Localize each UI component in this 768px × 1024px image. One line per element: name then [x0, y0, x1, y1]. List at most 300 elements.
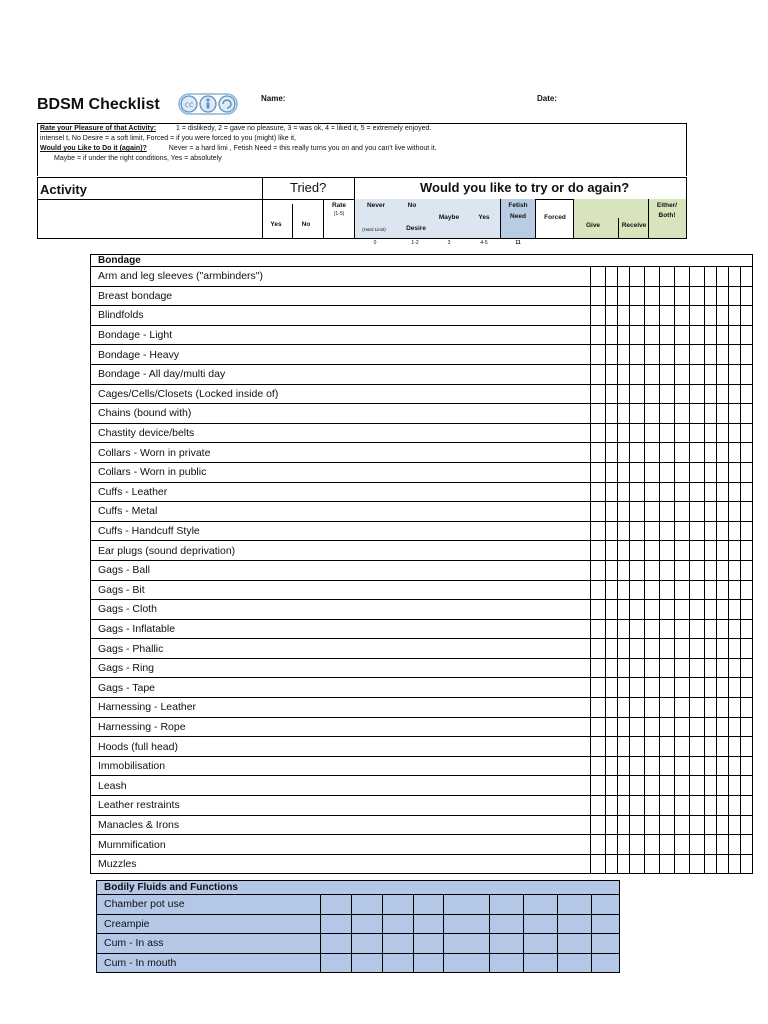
checkbox-cell[interactable]	[690, 796, 705, 816]
checkbox-cell[interactable]	[618, 325, 630, 345]
checkbox-cell[interactable]	[741, 560, 753, 580]
checkbox-cell[interactable]	[675, 815, 690, 835]
checkbox-cell[interactable]	[705, 541, 717, 561]
checkbox-cell[interactable]	[660, 639, 675, 659]
checkbox-cell[interactable]	[558, 953, 592, 973]
checkbox-cell[interactable]	[729, 423, 741, 443]
checkbox-cell[interactable]	[741, 541, 753, 561]
checkbox-cell[interactable]	[690, 384, 705, 404]
checkbox-cell[interactable]	[606, 364, 618, 384]
checkbox-cell[interactable]	[675, 854, 690, 874]
checkbox-cell[interactable]	[645, 541, 660, 561]
checkbox-cell[interactable]	[690, 737, 705, 757]
checkbox-cell[interactable]	[729, 462, 741, 482]
checkbox-cell[interactable]	[606, 600, 618, 620]
checkbox-cell[interactable]	[591, 600, 606, 620]
checkbox-cell[interactable]	[741, 306, 753, 326]
checkbox-cell[interactable]	[591, 854, 606, 874]
checkbox-cell[interactable]	[690, 423, 705, 443]
checkbox-cell[interactable]	[591, 443, 606, 463]
checkbox-cell[interactable]	[591, 698, 606, 718]
checkbox-cell[interactable]	[645, 325, 660, 345]
checkbox-cell[interactable]	[618, 600, 630, 620]
checkbox-cell[interactable]	[645, 384, 660, 404]
checkbox-cell[interactable]	[660, 658, 675, 678]
checkbox-cell[interactable]	[321, 914, 352, 934]
checkbox-cell[interactable]	[660, 286, 675, 306]
checkbox-cell[interactable]	[675, 267, 690, 287]
checkbox-cell[interactable]	[660, 462, 675, 482]
checkbox-cell[interactable]	[321, 934, 352, 954]
checkbox-cell[interactable]	[675, 521, 690, 541]
checkbox-cell[interactable]	[690, 502, 705, 522]
checkbox-cell[interactable]	[444, 895, 490, 915]
checkbox-cell[interactable]	[606, 325, 618, 345]
checkbox-cell[interactable]	[618, 756, 630, 776]
checkbox-cell[interactable]	[705, 580, 717, 600]
checkbox-cell[interactable]	[717, 443, 729, 463]
checkbox-cell[interactable]	[618, 776, 630, 796]
checkbox-cell[interactable]	[705, 423, 717, 443]
checkbox-cell[interactable]	[690, 678, 705, 698]
checkbox-cell[interactable]	[717, 384, 729, 404]
checkbox-cell[interactable]	[717, 541, 729, 561]
checkbox-cell[interactable]	[645, 423, 660, 443]
checkbox-cell[interactable]	[606, 698, 618, 718]
checkbox-cell[interactable]	[705, 639, 717, 659]
checkbox-cell[interactable]	[618, 619, 630, 639]
checkbox-cell[interactable]	[618, 541, 630, 561]
checkbox-cell[interactable]	[618, 306, 630, 326]
checkbox-cell[interactable]	[591, 835, 606, 855]
checkbox-cell[interactable]	[383, 953, 414, 973]
checkbox-cell[interactable]	[660, 815, 675, 835]
checkbox-cell[interactable]	[630, 443, 645, 463]
checkbox-cell[interactable]	[660, 521, 675, 541]
checkbox-cell[interactable]	[675, 286, 690, 306]
checkbox-cell[interactable]	[591, 658, 606, 678]
checkbox-cell[interactable]	[618, 854, 630, 874]
checkbox-cell[interactable]	[591, 384, 606, 404]
checkbox-cell[interactable]	[729, 717, 741, 737]
checkbox-cell[interactable]	[618, 639, 630, 659]
checkbox-cell[interactable]	[729, 658, 741, 678]
checkbox-cell[interactable]	[383, 914, 414, 934]
checkbox-cell[interactable]	[645, 404, 660, 424]
checkbox-cell[interactable]	[591, 364, 606, 384]
checkbox-cell[interactable]	[675, 502, 690, 522]
checkbox-cell[interactable]	[717, 286, 729, 306]
checkbox-cell[interactable]	[717, 658, 729, 678]
checkbox-cell[interactable]	[444, 914, 490, 934]
checkbox-cell[interactable]	[717, 325, 729, 345]
checkbox-cell[interactable]	[618, 345, 630, 365]
checkbox-cell[interactable]	[675, 325, 690, 345]
checkbox-cell[interactable]	[630, 776, 645, 796]
checkbox-cell[interactable]	[606, 678, 618, 698]
checkbox-cell[interactable]	[630, 364, 645, 384]
checkbox-cell[interactable]	[717, 482, 729, 502]
checkbox-cell[interactable]	[705, 678, 717, 698]
checkbox-cell[interactable]	[606, 658, 618, 678]
checkbox-cell[interactable]	[591, 717, 606, 737]
checkbox-cell[interactable]	[690, 521, 705, 541]
checkbox-cell[interactable]	[717, 756, 729, 776]
checkbox-cell[interactable]	[741, 364, 753, 384]
checkbox-cell[interactable]	[690, 776, 705, 796]
checkbox-cell[interactable]	[741, 639, 753, 659]
checkbox-cell[interactable]	[660, 306, 675, 326]
checkbox-cell[interactable]	[690, 698, 705, 718]
checkbox-cell[interactable]	[660, 325, 675, 345]
checkbox-cell[interactable]	[618, 717, 630, 737]
checkbox-cell[interactable]	[705, 698, 717, 718]
checkbox-cell[interactable]	[690, 756, 705, 776]
checkbox-cell[interactable]	[524, 914, 558, 934]
checkbox-cell[interactable]	[618, 462, 630, 482]
checkbox-cell[interactable]	[645, 345, 660, 365]
checkbox-cell[interactable]	[630, 639, 645, 659]
checkbox-cell[interactable]	[705, 286, 717, 306]
checkbox-cell[interactable]	[618, 835, 630, 855]
checkbox-cell[interactable]	[606, 756, 618, 776]
checkbox-cell[interactable]	[591, 502, 606, 522]
checkbox-cell[interactable]	[606, 815, 618, 835]
checkbox-cell[interactable]	[645, 815, 660, 835]
checkbox-cell[interactable]	[630, 384, 645, 404]
checkbox-cell[interactable]	[645, 502, 660, 522]
checkbox-cell[interactable]	[741, 815, 753, 835]
checkbox-cell[interactable]	[717, 306, 729, 326]
checkbox-cell[interactable]	[717, 815, 729, 835]
checkbox-cell[interactable]	[741, 384, 753, 404]
checkbox-cell[interactable]	[591, 345, 606, 365]
checkbox-cell[interactable]	[675, 462, 690, 482]
checkbox-cell[interactable]	[558, 934, 592, 954]
checkbox-cell[interactable]	[675, 404, 690, 424]
checkbox-cell[interactable]	[645, 619, 660, 639]
checkbox-cell[interactable]	[729, 560, 741, 580]
checkbox-cell[interactable]	[645, 482, 660, 502]
checkbox-cell[interactable]	[729, 737, 741, 757]
checkbox-cell[interactable]	[645, 521, 660, 541]
checkbox-cell[interactable]	[352, 895, 383, 915]
checkbox-cell[interactable]	[558, 895, 592, 915]
checkbox-cell[interactable]	[606, 796, 618, 816]
checkbox-cell[interactable]	[660, 776, 675, 796]
checkbox-cell[interactable]	[606, 835, 618, 855]
checkbox-cell[interactable]	[618, 502, 630, 522]
checkbox-cell[interactable]	[717, 835, 729, 855]
checkbox-cell[interactable]	[705, 737, 717, 757]
checkbox-cell[interactable]	[591, 580, 606, 600]
checkbox-cell[interactable]	[690, 580, 705, 600]
checkbox-cell[interactable]	[705, 345, 717, 365]
checkbox-cell[interactable]	[741, 698, 753, 718]
checkbox-cell[interactable]	[645, 737, 660, 757]
checkbox-cell[interactable]	[729, 639, 741, 659]
checkbox-cell[interactable]	[490, 914, 524, 934]
checkbox-cell[interactable]	[524, 934, 558, 954]
checkbox-cell[interactable]	[660, 698, 675, 718]
checkbox-cell[interactable]	[660, 541, 675, 561]
checkbox-cell[interactable]	[591, 482, 606, 502]
checkbox-cell[interactable]	[645, 698, 660, 718]
checkbox-cell[interactable]	[729, 698, 741, 718]
checkbox-cell[interactable]	[660, 737, 675, 757]
checkbox-cell[interactable]	[591, 776, 606, 796]
checkbox-cell[interactable]	[690, 306, 705, 326]
checkbox-cell[interactable]	[414, 953, 444, 973]
checkbox-cell[interactable]	[729, 796, 741, 816]
checkbox-cell[interactable]	[321, 895, 352, 915]
checkbox-cell[interactable]	[741, 776, 753, 796]
checkbox-cell[interactable]	[675, 756, 690, 776]
checkbox-cell[interactable]	[645, 600, 660, 620]
checkbox-cell[interactable]	[717, 404, 729, 424]
checkbox-cell[interactable]	[690, 854, 705, 874]
checkbox-cell[interactable]	[705, 521, 717, 541]
checkbox-cell[interactable]	[591, 737, 606, 757]
checkbox-cell[interactable]	[630, 521, 645, 541]
checkbox-cell[interactable]	[618, 560, 630, 580]
checkbox-cell[interactable]	[717, 462, 729, 482]
checkbox-cell[interactable]	[729, 502, 741, 522]
checkbox-cell[interactable]	[717, 854, 729, 874]
checkbox-cell[interactable]	[606, 619, 618, 639]
checkbox-cell[interactable]	[705, 815, 717, 835]
checkbox-cell[interactable]	[675, 619, 690, 639]
checkbox-cell[interactable]	[606, 482, 618, 502]
checkbox-cell[interactable]	[690, 462, 705, 482]
checkbox-cell[interactable]	[717, 521, 729, 541]
checkbox-cell[interactable]	[717, 796, 729, 816]
checkbox-cell[interactable]	[660, 600, 675, 620]
checkbox-cell[interactable]	[705, 756, 717, 776]
checkbox-cell[interactable]	[675, 482, 690, 502]
checkbox-cell[interactable]	[690, 835, 705, 855]
checkbox-cell[interactable]	[645, 306, 660, 326]
checkbox-cell[interactable]	[705, 462, 717, 482]
checkbox-cell[interactable]	[660, 482, 675, 502]
checkbox-cell[interactable]	[645, 796, 660, 816]
checkbox-cell[interactable]	[618, 698, 630, 718]
checkbox-cell[interactable]	[729, 345, 741, 365]
checkbox-cell[interactable]	[717, 423, 729, 443]
checkbox-cell[interactable]	[675, 717, 690, 737]
checkbox-cell[interactable]	[717, 678, 729, 698]
checkbox-cell[interactable]	[660, 404, 675, 424]
checkbox-cell[interactable]	[741, 482, 753, 502]
checkbox-cell[interactable]	[675, 364, 690, 384]
checkbox-cell[interactable]	[630, 815, 645, 835]
checkbox-cell[interactable]	[630, 306, 645, 326]
checkbox-cell[interactable]	[660, 345, 675, 365]
checkbox-cell[interactable]	[606, 580, 618, 600]
checkbox-cell[interactable]	[675, 423, 690, 443]
checkbox-cell[interactable]	[729, 619, 741, 639]
checkbox-cell[interactable]	[705, 560, 717, 580]
checkbox-cell[interactable]	[414, 914, 444, 934]
checkbox-cell[interactable]	[630, 325, 645, 345]
checkbox-cell[interactable]	[645, 560, 660, 580]
checkbox-cell[interactable]	[660, 364, 675, 384]
checkbox-cell[interactable]	[741, 286, 753, 306]
checkbox-cell[interactable]	[606, 423, 618, 443]
checkbox-cell[interactable]	[705, 482, 717, 502]
checkbox-cell[interactable]	[618, 404, 630, 424]
checkbox-cell[interactable]	[741, 267, 753, 287]
checkbox-cell[interactable]	[630, 404, 645, 424]
checkbox-cell[interactable]	[490, 895, 524, 915]
checkbox-cell[interactable]	[591, 619, 606, 639]
checkbox-cell[interactable]	[618, 737, 630, 757]
checkbox-cell[interactable]	[729, 541, 741, 561]
checkbox-cell[interactable]	[591, 678, 606, 698]
checkbox-cell[interactable]	[630, 835, 645, 855]
checkbox-cell[interactable]	[630, 619, 645, 639]
checkbox-cell[interactable]	[705, 443, 717, 463]
checkbox-cell[interactable]	[630, 286, 645, 306]
checkbox-cell[interactable]	[690, 267, 705, 287]
checkbox-cell[interactable]	[618, 443, 630, 463]
checkbox-cell[interactable]	[705, 796, 717, 816]
checkbox-cell[interactable]	[645, 658, 660, 678]
checkbox-cell[interactable]	[675, 835, 690, 855]
checkbox-cell[interactable]	[729, 267, 741, 287]
checkbox-cell[interactable]	[729, 580, 741, 600]
checkbox-cell[interactable]	[606, 717, 618, 737]
checkbox-cell[interactable]	[352, 934, 383, 954]
checkbox-cell[interactable]	[645, 717, 660, 737]
checkbox-cell[interactable]	[705, 600, 717, 620]
checkbox-cell[interactable]	[645, 776, 660, 796]
checkbox-cell[interactable]	[690, 658, 705, 678]
checkbox-cell[interactable]	[618, 815, 630, 835]
checkbox-cell[interactable]	[606, 737, 618, 757]
checkbox-cell[interactable]	[690, 600, 705, 620]
checkbox-cell[interactable]	[660, 443, 675, 463]
checkbox-cell[interactable]	[705, 502, 717, 522]
checkbox-cell[interactable]	[741, 678, 753, 698]
checkbox-cell[interactable]	[741, 737, 753, 757]
checkbox-cell[interactable]	[618, 482, 630, 502]
checkbox-cell[interactable]	[717, 717, 729, 737]
checkbox-cell[interactable]	[630, 267, 645, 287]
checkbox-cell[interactable]	[645, 854, 660, 874]
checkbox-cell[interactable]	[591, 462, 606, 482]
checkbox-cell[interactable]	[717, 639, 729, 659]
checkbox-cell[interactable]	[741, 619, 753, 639]
checkbox-cell[interactable]	[630, 541, 645, 561]
checkbox-cell[interactable]	[591, 404, 606, 424]
checkbox-cell[interactable]	[645, 443, 660, 463]
checkbox-cell[interactable]	[630, 580, 645, 600]
checkbox-cell[interactable]	[630, 658, 645, 678]
checkbox-cell[interactable]	[606, 345, 618, 365]
checkbox-cell[interactable]	[618, 286, 630, 306]
checkbox-cell[interactable]	[321, 953, 352, 973]
checkbox-cell[interactable]	[660, 678, 675, 698]
checkbox-cell[interactable]	[645, 639, 660, 659]
checkbox-cell[interactable]	[690, 443, 705, 463]
checkbox-cell[interactable]	[705, 658, 717, 678]
checkbox-cell[interactable]	[675, 580, 690, 600]
checkbox-cell[interactable]	[690, 717, 705, 737]
checkbox-cell[interactable]	[705, 717, 717, 737]
checkbox-cell[interactable]	[591, 796, 606, 816]
checkbox-cell[interactable]	[690, 404, 705, 424]
checkbox-cell[interactable]	[660, 423, 675, 443]
checkbox-cell[interactable]	[383, 934, 414, 954]
checkbox-cell[interactable]	[741, 404, 753, 424]
checkbox-cell[interactable]	[690, 541, 705, 561]
checkbox-cell[interactable]	[630, 345, 645, 365]
checkbox-cell[interactable]	[414, 934, 444, 954]
checkbox-cell[interactable]	[675, 443, 690, 463]
checkbox-cell[interactable]	[591, 639, 606, 659]
checkbox-cell[interactable]	[690, 639, 705, 659]
checkbox-cell[interactable]	[717, 560, 729, 580]
checkbox-cell[interactable]	[630, 698, 645, 718]
checkbox-cell[interactable]	[606, 502, 618, 522]
checkbox-cell[interactable]	[729, 854, 741, 874]
checkbox-cell[interactable]	[741, 521, 753, 541]
checkbox-cell[interactable]	[675, 698, 690, 718]
checkbox-cell[interactable]	[606, 306, 618, 326]
checkbox-cell[interactable]	[606, 286, 618, 306]
checkbox-cell[interactable]	[705, 404, 717, 424]
checkbox-cell[interactable]	[705, 835, 717, 855]
checkbox-cell[interactable]	[645, 835, 660, 855]
checkbox-cell[interactable]	[630, 462, 645, 482]
checkbox-cell[interactable]	[618, 580, 630, 600]
checkbox-cell[interactable]	[717, 502, 729, 522]
checkbox-cell[interactable]	[741, 502, 753, 522]
checkbox-cell[interactable]	[606, 443, 618, 463]
checkbox-cell[interactable]	[606, 854, 618, 874]
checkbox-cell[interactable]	[705, 364, 717, 384]
checkbox-cell[interactable]	[645, 286, 660, 306]
checkbox-cell[interactable]	[717, 580, 729, 600]
checkbox-cell[interactable]	[729, 306, 741, 326]
checkbox-cell[interactable]	[524, 953, 558, 973]
checkbox-cell[interactable]	[741, 580, 753, 600]
checkbox-cell[interactable]	[352, 953, 383, 973]
checkbox-cell[interactable]	[444, 953, 490, 973]
checkbox-cell[interactable]	[645, 364, 660, 384]
checkbox-cell[interactable]	[729, 325, 741, 345]
checkbox-cell[interactable]	[729, 482, 741, 502]
checkbox-cell[interactable]	[660, 267, 675, 287]
checkbox-cell[interactable]	[645, 580, 660, 600]
checkbox-cell[interactable]	[690, 482, 705, 502]
checkbox-cell[interactable]	[645, 756, 660, 776]
checkbox-cell[interactable]	[606, 639, 618, 659]
checkbox-cell[interactable]	[741, 443, 753, 463]
checkbox-cell[interactable]	[717, 776, 729, 796]
checkbox-cell[interactable]	[558, 914, 592, 934]
checkbox-cell[interactable]	[741, 717, 753, 737]
checkbox-cell[interactable]	[675, 678, 690, 698]
checkbox-cell[interactable]	[741, 796, 753, 816]
checkbox-cell[interactable]	[675, 737, 690, 757]
checkbox-cell[interactable]	[630, 560, 645, 580]
checkbox-cell[interactable]	[705, 854, 717, 874]
checkbox-cell[interactable]	[591, 286, 606, 306]
checkbox-cell[interactable]	[630, 423, 645, 443]
checkbox-cell[interactable]	[741, 462, 753, 482]
